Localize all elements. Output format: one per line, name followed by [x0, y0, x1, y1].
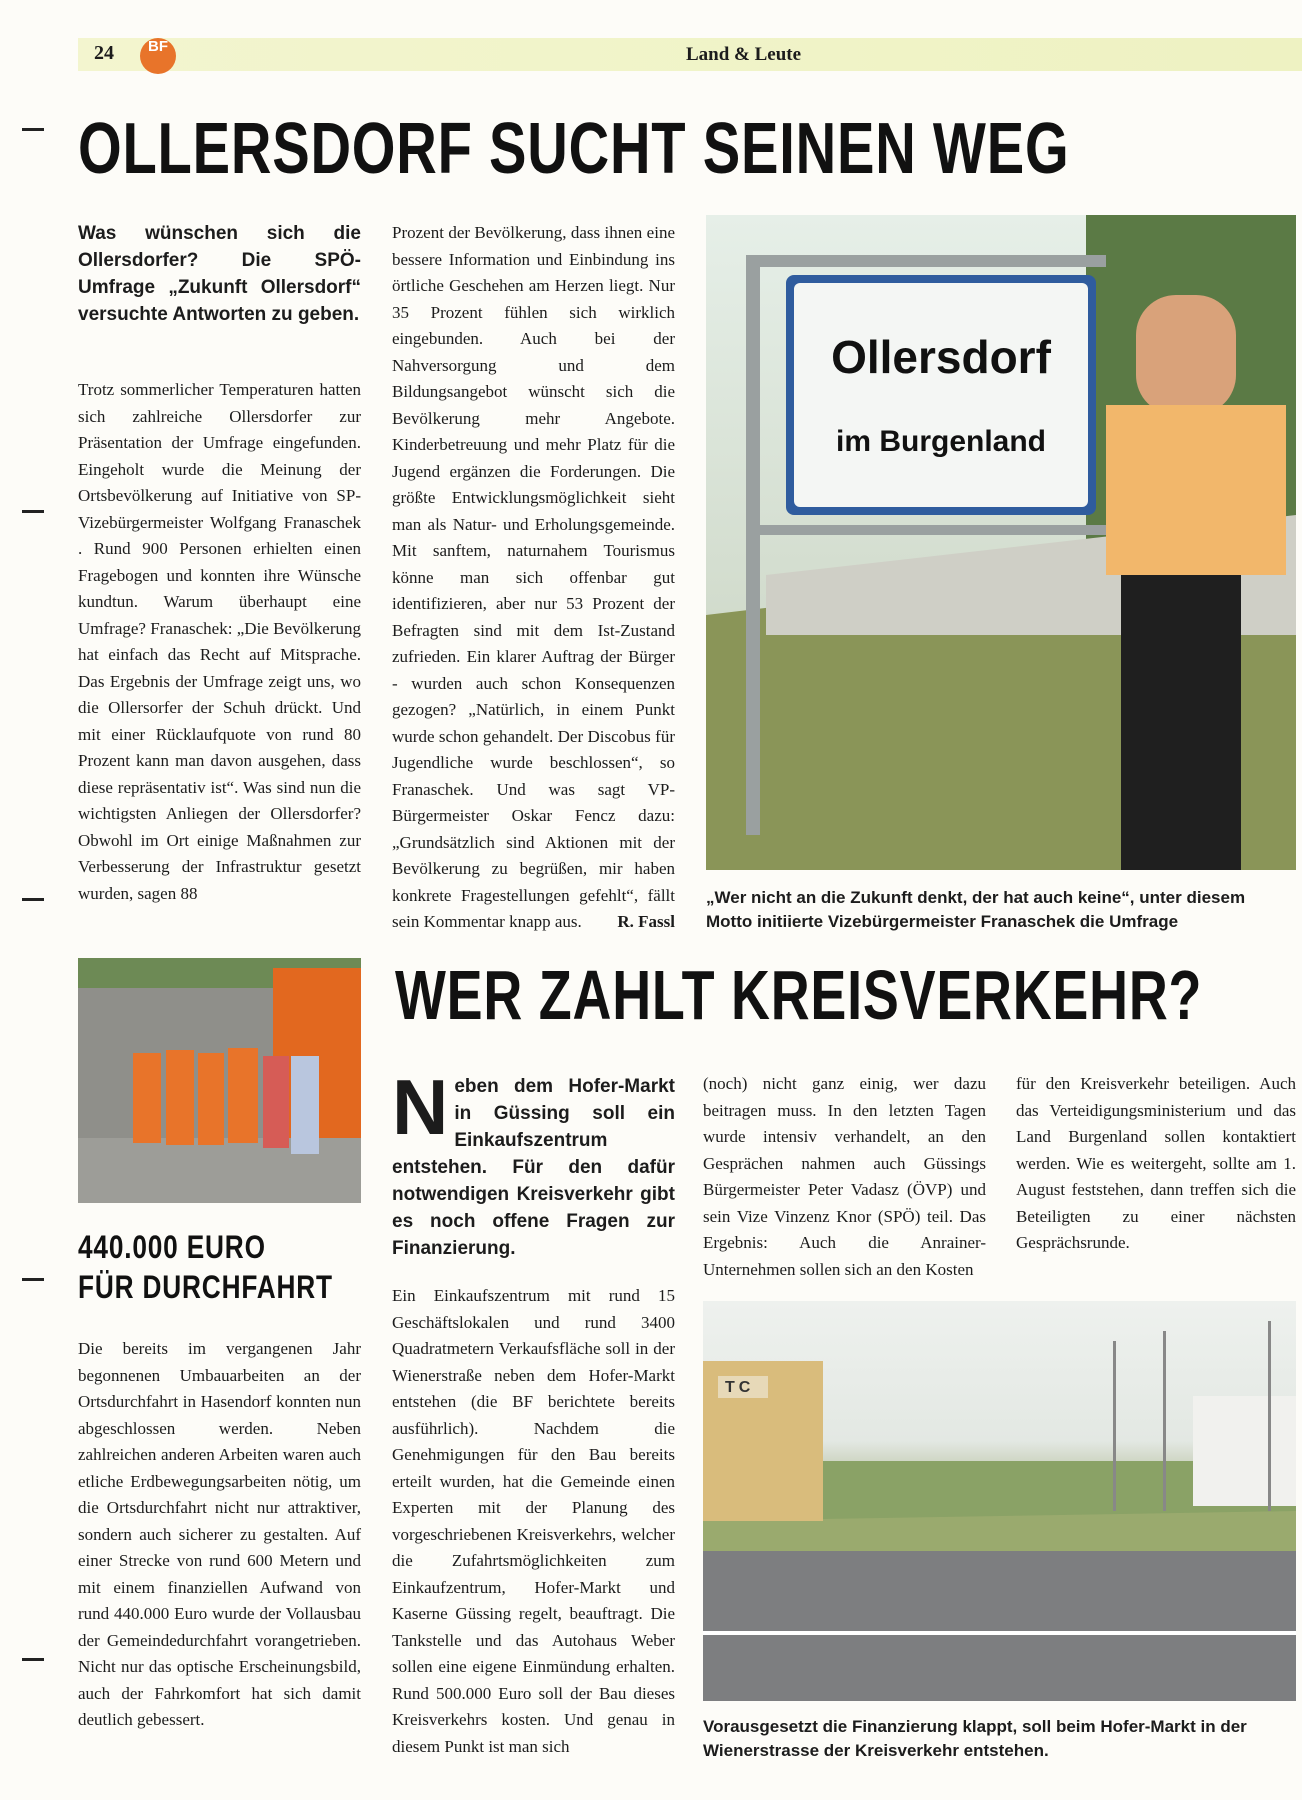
article-text: Die bereits im vergangenen Jahr begonnenen Umbauarbeiten an der Ortsdurchfahrt in Hasendorf konnten nun abgeschlossen werden. Neben zahlreichen anderen Arbeiten waren auch etliche Erdbewegungsarbeiten nötig, um die Ortsdurchfahrt nicht nur attraktiver, sondern auch sicherer zu gestalten. Auf einer Strecke von rund 600 Metern und mit einem finanziellen Aufwand von rund 440.000 Euro wurde der Vollausbau der Gemeindedurchfahrt vorangetrieben. Nicht nur das optische Erscheinungsbild, auch der Fahrkomfort hat sich damit deutlich gebessert. [78, 1339, 361, 1729]
road-photo [703, 1301, 1296, 1701]
article-column [703, 1071, 986, 1283]
article-column [392, 220, 675, 936]
margin-mark [22, 1658, 44, 1661]
article-text: (noch) nicht ganz einig, wer dazu beitragen muss. In den letzten Tagen wurde intensiv verhandelt, an den Gesprächen nahmen auch Güssings Bürgermeister Peter Vadasz (ÖVP) und sein Vize Vinzenz Knor (SPÖ) teil. Das Ergebnis: Auch die Anrainer-Unternehmen sollen sich an den Kosten [703, 1074, 986, 1279]
workers-photo-drawing [78, 958, 361, 1203]
margin-mark [22, 128, 44, 131]
article-lead: Was wünschen sich die Ollersdorfer? Die SPÖ-Umfrage „Zukunft Ollersdorf“ versuchte Antworten zu geben. [78, 223, 361, 325]
article-headline: OLLERSDORF SUCHT SEINEN WEG [78, 109, 1070, 189]
publication-logo: BF [140, 38, 176, 74]
road-photo-drawing [703, 1301, 1296, 1701]
margin-mark [22, 898, 44, 901]
article-text: für den Kreisverkehr beteiligen. Auch das Verteidigungsministerium und das Land Burgenland sollen kontaktiert werden. Wie es weitergeht, sollte am 1. August feststehen, dann treffen sich die Beteiligten zu einer nächsten Gesprächsrunde. [1016, 1074, 1296, 1252]
sign-photo [706, 215, 1296, 870]
drop-cap: N [392, 1063, 449, 1151]
article-lead [392, 1063, 675, 1262]
headline-line: FÜR DURCHFAHRT [78, 1269, 333, 1305]
article-column [392, 1283, 675, 1760]
lead-text: eben dem Hofer-Markt in Güssing soll ein Einkaufszentrum entstehen. Für den dafür notwendigen Kreisverkehr gibt es noch offene Fragen zur Finanzierung. [392, 1076, 675, 1259]
workers-photo [78, 958, 361, 1203]
margin-mark [22, 1278, 44, 1281]
article-column [78, 1336, 361, 1734]
page-number: 24 [94, 42, 114, 64]
article-text: Prozent der Bevölkerung, dass ihnen eine bessere Information und Einbindung ins örtliche Geschehen am Herzen liegt. Nur 35 Prozent fühlen sich wirklich eingebunden. Auch bei der Nahversorgung und dem Bildungsangebot wünscht sich die Bevölkerung mehr Angebote. Kinderbetreuung und mehr Platz für die Jugend ergänzen die Forderungen. Die größte Entwicklungsmöglichkeit sieht man als Natur- und Erholungsgemeinde. Mit sanftem, naturnahem Tourismus könne man sich offenbar gut identifizieren, aber nur 53 Prozent der Befragten sind mit dem Ist-Zustand zufrieden. Ein klarer Auftrag der Bürger - wurden auch schon Konsequenzen gezogen? „Natürlich, in einem Punkt wurde schon gehandelt. Der Discobus für Jugendliche wurde beschlossen“, so Franaschek. Und was sagt VP-Bürgermeister Oskar Fencz dazu: „Grundsätzlich sind Aktionen mit der Bevölkerung zu begrüßen, mir haben konkrete Fragestellungen gefehlt“, fällt sein Kommentar knapp aus. [392, 223, 675, 931]
headline-line: 440.000 EURO [78, 1229, 266, 1265]
article-headline [78, 1227, 333, 1307]
article-text: Trotz sommerlicher Temperaturen hatten sich zahlreiche Ollersdorfer zur Präsentation der Umfrage eingefunden. Eingeholt wurde die Meinung der Ortsbevölkerung auf Initiative von SP-Vizebürgermeister Wolfgang Franaschek . Rund 900 Personen erhielten einen Fragebogen und konnten ihre Wünsche kundtun. Warum überhaupt eine Umfrage? Franaschek: „Die Bevölkerung hat einfach das Recht auf Mitsprache. Das Ergebnis der Umfrage zeigt uns, wo die Ollersorfer der Schuh drückt. Und mit einer Rücklaufquote von rund 80 Prozent kann man davon ausgehen, dass diese repräsentativ ist“. Was sind nun die wichtigsten Anliegen der Ollersdorfer? Obwohl im Ort einige Maßnahmen zur Verbesserung der Infrastruktur gesetzt wurden, sagen 88 [78, 380, 361, 903]
section-title: Land & Leute [686, 44, 802, 65]
photo-caption: Vorausgesetzt die Finanzierung klappt, soll beim Hofer-Markt in der Wienerstrasse der Kreisverkehr entstehen. [703, 1717, 1247, 1760]
article-column [1016, 1071, 1296, 1257]
article-text: Ein Einkaufszentrum mit rund 15 Geschäftslokalen und rund 3400 Quadratmetern Verkaufsfläche soll in der Wienerstraße neben dem Hofer-Markt entstehen (die BF berichtete bereits ausführlich). Nachdem die Genehmigungen für den Bau bereits erteilt wurden, hat die Gemeinde einen Experten mit der Planung des vorgeschriebenen Kreisverkehrs, welcher die Zufahrtsmöglichkeiten zum Einkaufzentrum, Hofer-Markt und Kaserne Güssing regelt, beauftragt. Die Tankstelle und das Autohaus Weber sollen eine eigene Einmündung erhalten. Rund 500.000 Euro soll der Bau dieses Kreisverkehrs kosten. Und genau in diesem Punkt ist man sich [392, 1286, 675, 1756]
sign-text: Ollersdorf [831, 331, 1051, 383]
sign-subtext: im Burgenland [835, 425, 1046, 458]
article-headline: WER ZAHLT KREISVERKEHR? [395, 956, 1203, 1034]
article-column [78, 377, 361, 907]
building-sign: TC [725, 1379, 755, 1396]
margin-mark [22, 510, 44, 513]
sign-photo-drawing [706, 215, 1296, 870]
photo-caption: „Wer nicht an die Zukunft denkt, der hat auch keine“, unter diesem Motto initiierte Vizebürgermeister Franaschek die Umfrage [706, 888, 1246, 931]
author-byline: R. Fassl [617, 912, 675, 931]
